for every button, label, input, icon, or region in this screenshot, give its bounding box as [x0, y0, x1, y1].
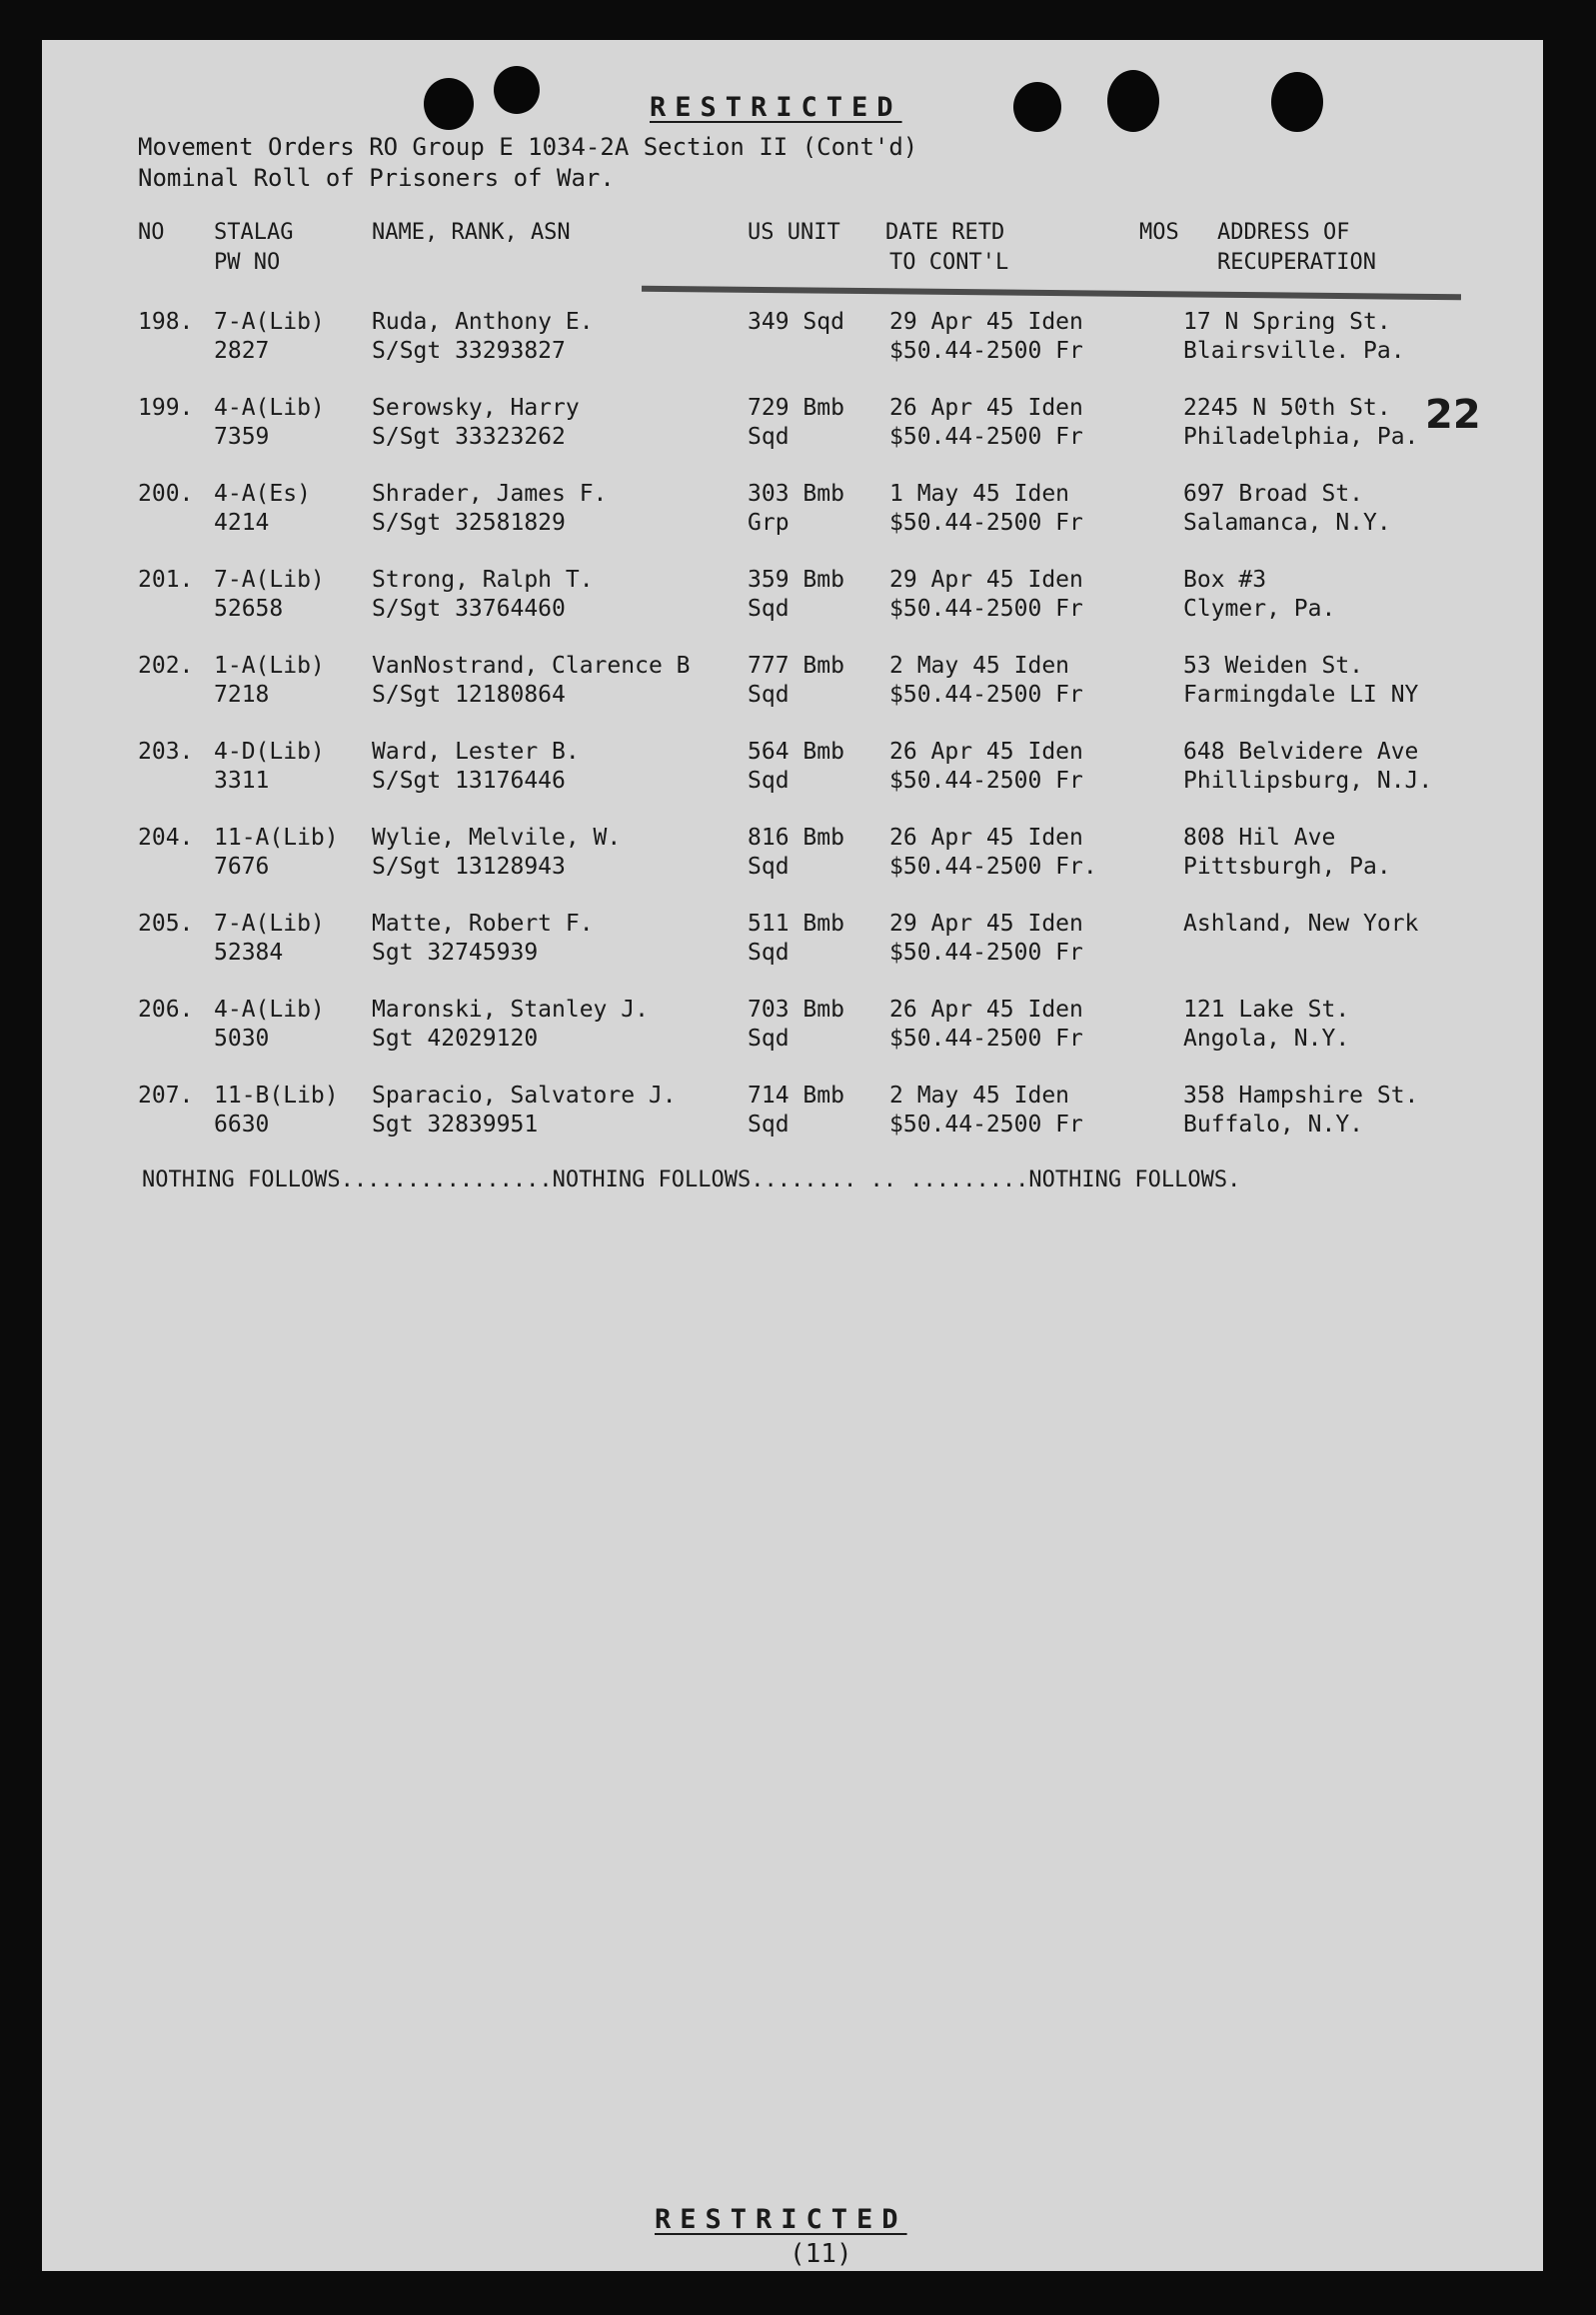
table-row	[42, 652, 1543, 738]
table-row	[42, 566, 1543, 652]
row-pw-no: 3311	[214, 768, 270, 794]
table-row	[42, 910, 1543, 996]
row-city: Salamanca, N.Y.	[1183, 510, 1391, 536]
punch-hole-5	[1271, 72, 1323, 132]
row-unit: 349 Sqd	[748, 309, 844, 335]
page-tag: 22	[1425, 392, 1481, 438]
strikethrough-line	[642, 286, 1461, 301]
row-unit-type: Sqd	[748, 1026, 790, 1052]
row-unit: 303 Bmb	[748, 481, 844, 507]
document-title: Movement Orders RO Group E 1034-2A Section II (Cont'd)	[138, 133, 918, 161]
row-unit-type: Sqd	[748, 768, 790, 794]
punch-hole-1	[424, 78, 474, 130]
row-no: 198.	[138, 309, 194, 335]
table-row	[42, 1082, 1543, 1167]
row-pw-no: 52658	[214, 596, 284, 622]
row-no: 207.	[138, 1083, 194, 1109]
row-no: 200.	[138, 481, 194, 507]
row-address: 53 Weiden St.	[1183, 653, 1364, 679]
row-city: Pittsburgh, Pa.	[1183, 854, 1391, 880]
row-rank-asn: S/Sgt 33323262	[372, 424, 566, 450]
row-unit: 777 Bmb	[748, 653, 844, 679]
document-subtitle: Nominal Roll of Prisoners of War.	[138, 164, 615, 192]
row-unit: 564 Bmb	[748, 739, 844, 765]
nothing-follows-line: NOTHING FOLLOWS................NOTHING FOLLOWS........ .. .........NOTHING FOLLOWS.	[142, 1167, 1241, 1192]
row-unit-type: Sqd	[748, 940, 790, 966]
table-row	[42, 308, 1543, 394]
row-rank-asn: S/Sgt 13128943	[372, 854, 566, 880]
row-name: Ward, Lester B.	[372, 739, 580, 765]
row-pw-no: 7676	[214, 854, 270, 880]
table-row	[42, 996, 1543, 1082]
classification-top: RESTRICTED	[650, 92, 902, 123]
row-stalag: 11-B(Lib)	[214, 1083, 339, 1109]
row-no: 199.	[138, 395, 194, 421]
row-address: 2245 N 50th St.	[1183, 395, 1391, 421]
row-name: Ruda, Anthony E.	[372, 309, 594, 335]
row-rank-asn: Sgt 42029120	[372, 1026, 539, 1052]
row-address: Ashland, New York	[1183, 911, 1419, 937]
table-row	[42, 738, 1543, 824]
row-unit-type: Grp	[748, 510, 790, 536]
row-unit-type: Sqd	[748, 682, 790, 708]
col-header-date-2: TO CONT'L	[889, 250, 1009, 275]
row-city: Blairsville. Pa.	[1183, 338, 1405, 364]
row-stalag: 4-A(Lib)	[214, 997, 325, 1023]
document-page	[42, 40, 1543, 2271]
row-unit: 816 Bmb	[748, 825, 844, 851]
row-name: Maronski, Stanley J.	[372, 997, 649, 1023]
row-amount: $50.44-2500 Fr	[889, 424, 1083, 450]
row-rank-asn: Sgt 32839951	[372, 1112, 539, 1138]
row-unit: 511 Bmb	[748, 911, 844, 937]
row-unit: 359 Bmb	[748, 567, 844, 593]
row-city: Angola, N.Y.	[1183, 1026, 1350, 1052]
row-stalag: 4-A(Lib)	[214, 395, 325, 421]
row-date: 26 Apr 45 Iden	[889, 997, 1083, 1023]
row-rank-asn: S/Sgt 33764460	[372, 596, 566, 622]
row-stalag: 7-A(Lib)	[214, 911, 325, 937]
row-unit: 703 Bmb	[748, 997, 844, 1023]
punch-hole-3	[1013, 82, 1061, 132]
row-unit-type: Sqd	[748, 854, 790, 880]
row-date: 1 May 45 Iden	[889, 481, 1070, 507]
table-row	[42, 480, 1543, 566]
row-city: Clymer, Pa.	[1183, 596, 1336, 622]
row-date: 26 Apr 45 Iden	[889, 739, 1083, 765]
row-pw-no: 7359	[214, 424, 270, 450]
row-name: Wylie, Melvile, W.	[372, 825, 622, 851]
row-rank-asn: S/Sgt 32581829	[372, 510, 566, 536]
row-no: 202.	[138, 653, 194, 679]
row-amount: $50.44-2500 Fr	[889, 1112, 1083, 1138]
row-amount: $50.44-2500 Fr	[889, 940, 1083, 966]
row-amount: $50.44-2500 Fr	[889, 682, 1083, 708]
row-pw-no: 52384	[214, 940, 284, 966]
row-address: 808 Hil Ave	[1183, 825, 1336, 851]
table-row	[42, 394, 1543, 480]
col-header-pw-no: PW NO	[214, 250, 281, 275]
col-header-mos: MOS	[1139, 220, 1179, 245]
row-stalag: 11-A(Lib)	[214, 825, 339, 851]
row-unit: 729 Bmb	[748, 395, 844, 421]
row-pw-no: 5030	[214, 1026, 270, 1052]
punch-hole-4	[1107, 70, 1159, 132]
row-no: 201.	[138, 567, 194, 593]
row-date: 2 May 45 Iden	[889, 1083, 1070, 1109]
row-name: Sparacio, Salvatore J.	[372, 1083, 677, 1109]
row-address: 121 Lake St.	[1183, 997, 1350, 1023]
row-stalag: 7-A(Lib)	[214, 309, 325, 335]
col-header-date: DATE RETD	[885, 220, 1005, 245]
classification-bottom: RESTRICTED	[655, 2204, 907, 2235]
page-number: (11)	[790, 2239, 852, 2269]
row-stalag: 4-D(Lib)	[214, 739, 325, 765]
row-name: Shrader, James F.	[372, 481, 608, 507]
row-address: Box #3	[1183, 567, 1267, 593]
col-header-name: NAME, RANK, ASN	[372, 220, 571, 245]
row-no: 206.	[138, 997, 194, 1023]
row-rank-asn: S/Sgt 12180864	[372, 682, 566, 708]
row-stalag: 4-A(Es)	[214, 481, 311, 507]
row-rank-asn: S/Sgt 13176446	[372, 768, 566, 794]
row-date: 26 Apr 45 Iden	[889, 395, 1083, 421]
row-address: 697 Broad St.	[1183, 481, 1364, 507]
row-unit: 714 Bmb	[748, 1083, 844, 1109]
row-rank-asn: Sgt 32745939	[372, 940, 539, 966]
row-no: 204.	[138, 825, 194, 851]
row-name: VanNostrand, Clarence B	[372, 653, 691, 679]
table-row	[42, 824, 1543, 910]
row-amount: $50.44-2500 Fr	[889, 596, 1083, 622]
row-date: 2 May 45 Iden	[889, 653, 1070, 679]
row-city: Farmingdale LI NY	[1183, 682, 1419, 708]
row-address: 358 Hampshire St.	[1183, 1083, 1419, 1109]
row-unit-type: Sqd	[748, 596, 790, 622]
col-header-address-2: RECUPERATION	[1217, 250, 1376, 275]
row-address: 648 Belvidere Ave	[1183, 739, 1419, 765]
row-city: Phillipsburg, N.J.	[1183, 768, 1433, 794]
row-no: 205.	[138, 911, 194, 937]
row-city: Buffalo, N.Y.	[1183, 1112, 1364, 1138]
row-amount: $50.44-2500 Fr	[889, 768, 1083, 794]
row-date: 29 Apr 45 Iden	[889, 567, 1083, 593]
row-pw-no: 4214	[214, 510, 270, 536]
row-amount: $50.44-2500 Fr	[889, 510, 1083, 536]
row-unit-type: Sqd	[748, 424, 790, 450]
row-address: 17 N Spring St.	[1183, 309, 1391, 335]
row-amount: $50.44-2500 Fr	[889, 1026, 1083, 1052]
row-date: 29 Apr 45 Iden	[889, 911, 1083, 937]
row-pw-no: 7218	[214, 682, 270, 708]
row-name: Matte, Robert F.	[372, 911, 594, 937]
row-pw-no: 2827	[214, 338, 270, 364]
row-stalag: 1-A(Lib)	[214, 653, 325, 679]
row-date: 29 Apr 45 Iden	[889, 309, 1083, 335]
col-header-no: NO	[138, 220, 165, 245]
row-amount: $50.44-2500 Fr	[889, 338, 1083, 364]
row-stalag: 7-A(Lib)	[214, 567, 325, 593]
row-no: 203.	[138, 739, 194, 765]
row-amount: $50.44-2500 Fr.	[889, 854, 1097, 880]
row-name: Serowsky, Harry	[372, 395, 580, 421]
col-header-address: ADDRESS OF	[1217, 220, 1350, 245]
row-city: Philadelphia, Pa.	[1183, 424, 1419, 450]
col-header-unit: US UNIT	[748, 220, 840, 245]
row-date: 26 Apr 45 Iden	[889, 825, 1083, 851]
row-name: Strong, Ralph T.	[372, 567, 594, 593]
row-pw-no: 6630	[214, 1112, 270, 1138]
row-rank-asn: S/Sgt 33293827	[372, 338, 566, 364]
row-unit-type: Sqd	[748, 1112, 790, 1138]
col-header-stalag: STALAG	[214, 220, 294, 245]
punch-hole-2	[494, 66, 540, 114]
